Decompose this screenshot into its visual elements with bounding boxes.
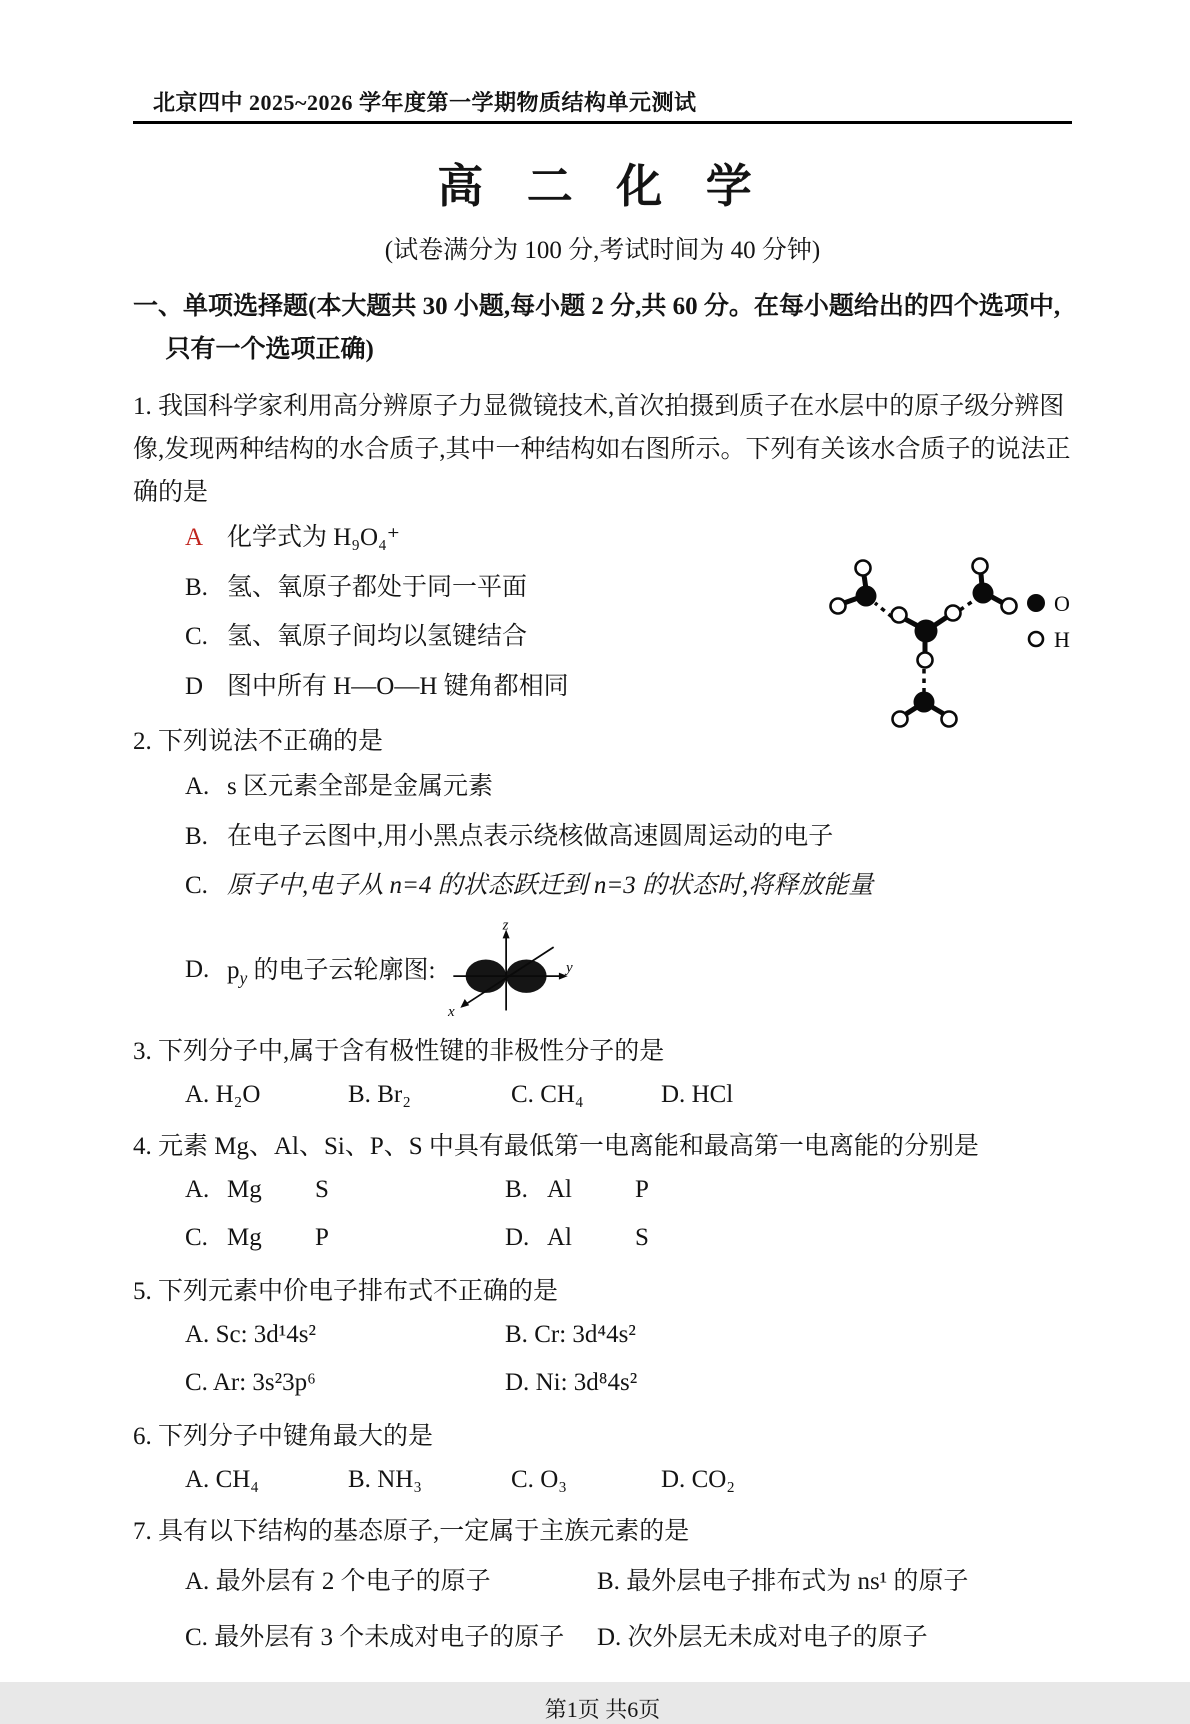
option-a: [185, 771, 1072, 804]
question-4: [133, 1125, 1072, 1252]
option-b: B. Cr: 3d⁴4s²: [505, 1320, 636, 1348]
question-number: 5.: [133, 1277, 152, 1305]
options-grid: [185, 1321, 1072, 1397]
option-label: A.: [185, 773, 210, 800]
question-stem-text: 下列元素中价电子排布式不正确的是: [158, 1277, 559, 1305]
option-a: A. Mg S: [185, 1175, 329, 1203]
question-stem: [133, 1415, 1072, 1458]
question-number: 6.: [133, 1422, 152, 1450]
option-d: [185, 917, 1072, 1020]
option-c: C. O₃: [511, 1465, 567, 1493]
option-d: D. CO₂: [661, 1465, 736, 1493]
question-stem: [133, 1030, 1072, 1073]
legend-oxygen-label: O: [1054, 591, 1070, 616]
question-stem: [133, 1270, 1072, 1313]
question-3: [133, 1030, 1072, 1109]
option-label: D: [185, 672, 204, 700]
option-d: [185, 671, 733, 704]
option-text: 图中所有 H—O—H 键角都相同: [227, 672, 569, 700]
question-stem-text: 元素 Mg、Al、Si、P、S 中具有最低第一电离能和最高第一电离能的分别是: [158, 1132, 979, 1160]
option-a: A. 最外层有 2 个电子的原子: [185, 1567, 491, 1595]
options-row: [185, 1081, 1072, 1109]
option-a: [185, 522, 733, 555]
question-2: [133, 720, 1072, 1020]
options-grid: [185, 1561, 1072, 1653]
option-d: D. 次外层无未成对电子的原子: [597, 1623, 928, 1651]
option-a: A. CH₄: [185, 1465, 260, 1493]
option-c: [185, 621, 733, 654]
question-stem-text: 下列分子中键角最大的是: [158, 1422, 434, 1450]
option-a: A. H₂O: [185, 1080, 261, 1108]
option-d: D. HCl: [661, 1080, 734, 1108]
option-c: [185, 870, 1072, 903]
header-rule: [133, 121, 1072, 124]
option-label: B.: [185, 822, 208, 850]
section-heading: 一、单项选择题(本大题共 30 小题,每小题 2 分,共 60 分。在每小题给出的四个选项中,只有一个选项正确): [133, 293, 1061, 363]
options-row: [185, 1466, 1072, 1494]
option-b: B. Al P: [505, 1175, 649, 1203]
option-c: C. Ar: 3s²3p⁶: [185, 1368, 316, 1396]
legend-oxygen-icon: [1027, 594, 1045, 612]
question-stem-text: 下列分子中,属于含有极性键的非极性分子的是: [158, 1037, 665, 1065]
question-stem-text: 我国科学家利用高分辨原子力显微镜技术,首次拍摄到质子在水层中的原子级分辨图像,发现两种结构的水合质子,其中一种结构如右图所示。下列有关该水合质子的说法正确的是: [133, 393, 1071, 506]
option-text: 氢、氧原子间均以氢键结合: [227, 623, 528, 650]
py-orbital-figure: [441, 917, 574, 1020]
question-stem-text: 具有以下结构的基态原子,一定属于主族元素的是: [158, 1517, 690, 1545]
exam-header: 北京四中 2025~2026 学年度第一学期物质结构单元测试: [153, 90, 697, 115]
option-text: 在电子云图中,用小黑点表示绕核做高速圆周运动的电子: [227, 822, 834, 850]
option-text: 化学式为 H₉O₄⁺: [227, 524, 400, 551]
option-b: B. NH₃: [348, 1465, 423, 1493]
option-b: B. 最外层电子排布式为 ns¹ 的原子: [597, 1567, 969, 1595]
question-stem-text: 下列说法不正确的是: [158, 728, 384, 755]
axis-x-label: x: [448, 1003, 456, 1020]
option-d: D. Ni: 3d⁸4s²: [505, 1368, 638, 1396]
question-stem: [133, 1510, 1072, 1553]
hydrated-proton-figure: [748, 513, 1078, 738]
legend-hydrogen-label: H: [1054, 627, 1070, 652]
figure-legend: [1027, 591, 1070, 652]
question-number: 2.: [133, 728, 152, 755]
question-number: 4.: [133, 1132, 152, 1160]
question-stem: [133, 1125, 1072, 1168]
question-stem: [133, 385, 1072, 514]
question-7: [133, 1510, 1072, 1653]
option-c: C. 最外层有 3 个未成对电子的原子: [185, 1623, 565, 1651]
option-label: A: [185, 524, 204, 551]
question-1: [133, 385, 1072, 703]
option-text: s 区元素全部是金属元素: [227, 773, 493, 800]
option-c: C. Mg P: [185, 1223, 329, 1251]
question-number: 3.: [133, 1037, 152, 1065]
question-5: [133, 1270, 1072, 1397]
option-label: C.: [185, 872, 208, 899]
page-footer: 第1页 共6页: [544, 1696, 661, 1722]
option-c: C. CH₄: [511, 1080, 584, 1108]
options-list: [133, 522, 733, 703]
option-label: C.: [185, 623, 208, 650]
option-b: B. Br₂: [348, 1080, 411, 1108]
exam-subtitle: (试卷满分为 100 分,考试时间为 40 分钟): [384, 237, 821, 264]
option-label: B.: [185, 573, 208, 601]
axis-z-label: z: [503, 917, 509, 934]
axis-y-label: y: [566, 959, 574, 976]
question-6: [133, 1415, 1072, 1494]
option-text: $p_y$ 的电子云轮廓图:: [227, 957, 436, 988]
option-text: 原子中,电子从 n=4 的状态跃迁到 n=3 的状态时,将释放能量: [227, 872, 874, 899]
legend-hydrogen-icon: [1029, 632, 1043, 646]
options-grid: [185, 1176, 1072, 1252]
option-a: A. Sc: 3d¹4s²: [185, 1320, 316, 1348]
question-number: 1.: [133, 393, 152, 420]
option-d: D. Al S: [505, 1223, 649, 1251]
option-text: 氢、氧原子都处于同一平面: [227, 573, 528, 601]
exam-title: 高 二 化 学: [437, 161, 768, 212]
option-b: [185, 572, 733, 605]
question-number: 7.: [133, 1517, 152, 1545]
option-label: D.: [185, 955, 210, 983]
option-b: [185, 821, 1072, 854]
